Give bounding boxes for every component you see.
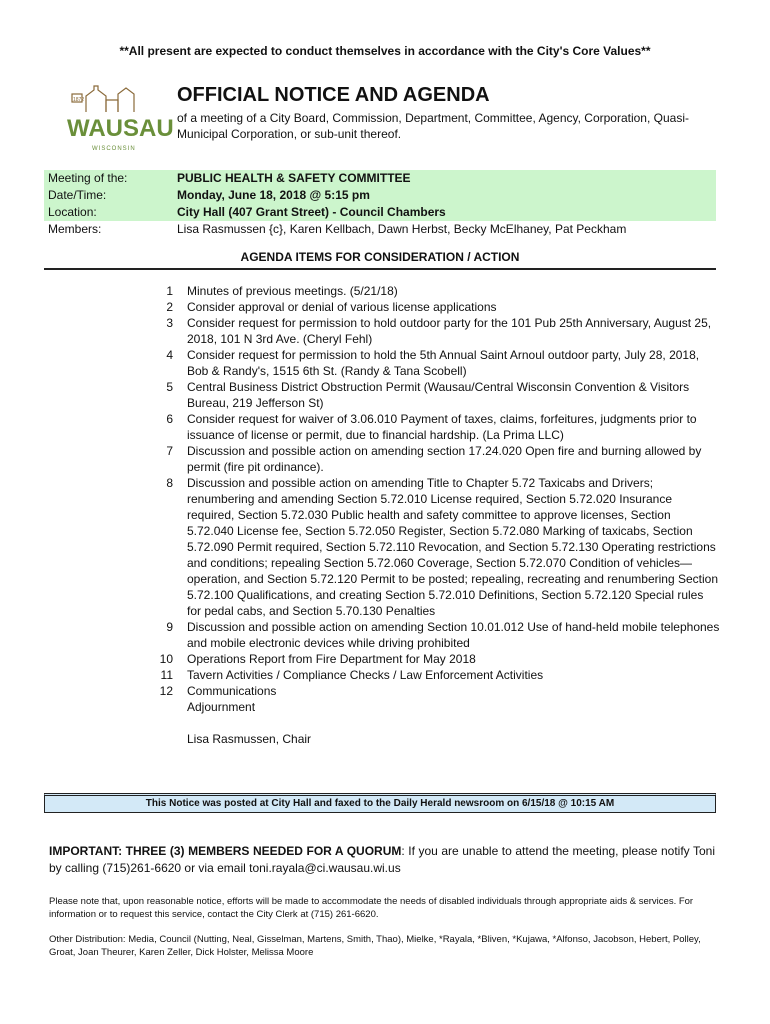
- agenda-item: [150, 619, 720, 651]
- page-subtitle: of a meeting of a City Board, Commission, Department, Committee, Agency, Corporation, Quasi-Municipal Corporation, or sub-unit thereof.: [177, 111, 689, 141]
- agenda-list: [150, 283, 720, 747]
- agenda-item-text: Tavern Activities / Compliance Checks / Law Enforcement Activities: [187, 668, 544, 682]
- agenda-item-text: Consider request for permission to hold outdoor party for the 101 Pub 25th Anniversary, August 25, 2018, 101 N 3rd Ave. (Cheryl Fehl): [187, 316, 712, 346]
- agenda-item: [150, 315, 720, 347]
- agenda-item-number: 5: [166, 380, 173, 394]
- distribution-list: Other Distribution: Media, Council (Nutting, Neal, Gisselman, Martens, Smith, Thao), Mielke, *Rayala, *Bliven, *Kujawa, *Alfonso, Jacobson, Hebert, Polley, Groat, Joan Theurer, Karen Zeller, Dick Holster, Melissa Moore: [49, 934, 701, 958]
- agenda-item-text: Minutes of previous meetings. (5/21/18): [187, 284, 398, 298]
- quorum-lead: IMPORTANT: THREE (3) MEMBERS NEEDED FOR A QUORUM: [49, 844, 402, 858]
- agenda-item: [150, 443, 720, 475]
- logo-wordmark: WAUSAU: [67, 115, 174, 142]
- datetime-label: Date/Time:: [48, 188, 107, 202]
- wausau-logo: [66, 80, 174, 160]
- agenda-item-number: 9: [166, 620, 173, 634]
- agenda-item-text: Discussion and possible action on amending Title to Chapter 5.72 Taxicabs and Drivers; renumbering and amending Section 5.72.010 License required, Section 5.72.020 Insurance required, Section 5.72.030 Public health and safety committee to approve licenses, Section 5.72.040 License fee, Section 5.72.050 Register, Section 5.72.080 Marking of taxicabs, Section 5.72.090 Permit required, Section 5.72.110 Revocation, and Section 5.72.130 Operating restrictions and conditions; repealing Section 5.72.060 Coverage, Section 5.72.070 Condition of vehicles—operation, and Section 5.72.120 Permit to be posted; repealing, recreating and renumbering Section 5.72.100 Qualifications, and creating Section 5.72.010 Definitions, Section 5.72.120 Special rules for pedal cabs, and Section 5.70.130 Penalties: [187, 476, 719, 618]
- agenda-item-number: 2: [166, 300, 173, 314]
- quorum-notice: [49, 843, 715, 877]
- agenda-item: [150, 475, 720, 619]
- agenda-item-text: Consider request for waiver of 3.06.010 Payment of taxes, claims, forfeitures, judgments prior to issuance of license or permit, due to financial hardship. (La Prima LLC): [187, 412, 697, 442]
- agenda-item: [150, 667, 720, 683]
- agenda-item-text: Consider request for permission to hold the 5th Annual Saint Arnoul outdoor party, July 28, 2018, Bob & Randy's, 1515 6th St. (Randy & Tana Scobell): [187, 348, 700, 378]
- quorum-body: : If you are unable to attend the meeting, please notify Toni by calling (715)261-6620 or via email toni.rayala@ci.wausau.wi.us: [49, 844, 715, 875]
- meeting-row-datetime: [44, 187, 716, 204]
- agenda-item-number: 11: [160, 668, 173, 682]
- meeting-row-committee: [44, 170, 716, 187]
- agenda-item: [150, 299, 720, 315]
- agenda-item-number: 1: [166, 284, 173, 298]
- agenda-item-text: Discussion and possible action on amending section 17.24.020 Open fire and burning allowed by permit (fire pit ordinance).: [187, 444, 702, 474]
- agenda-item-text: Consider approval or denial of various license applications: [187, 300, 497, 314]
- agenda-item-text: Communications: [187, 684, 277, 698]
- accessibility-notice: Please note that, upon reasonable notice, efforts will be made to accommodate the needs of disabled individuals through appropriate aids & services. For information or to request this service, contact the City Clerk at (715) 261-6620.: [49, 896, 694, 920]
- posting-notice: This Notice was posted at City Hall and faxed to the Daily Herald newsroom on 6/15/18 @ 10:15 AM: [44, 793, 716, 813]
- agenda-heading: AGENDA ITEMS FOR CONSIDERATION / ACTION: [44, 250, 716, 270]
- agenda-item-text: Operations Report from Fire Department for May 2018: [187, 652, 476, 666]
- agenda-item-number: 6: [166, 412, 173, 426]
- members-label: Members:: [48, 222, 102, 236]
- agenda-item-number: 8: [166, 476, 173, 490]
- agenda-item-number: 4: [166, 348, 173, 362]
- agenda-item: [150, 411, 720, 443]
- chair-signature: Lisa Rasmussen, Chair: [187, 732, 312, 746]
- agenda-item-number: 3: [166, 316, 173, 330]
- meeting-label: Meeting of the:: [48, 171, 128, 185]
- datetime-value: Monday, June 18, 2018 @ 5:15 pm: [177, 188, 370, 202]
- agenda-item: [150, 651, 720, 667]
- agenda-item-number: 10: [159, 652, 173, 666]
- agenda-item-text: Central Business District Obstruction Permit (Wausau/Central Wisconsin Convention & Visitors Bureau, 219 Jefferson St): [187, 380, 690, 410]
- members-value: Lisa Rasmussen {c}, Karen Kellbach, Dawn Herbst, Becky McElhaney, Pat Peckham: [177, 222, 627, 236]
- agenda-item-text: Discussion and possible action on amending Section 10.01.012 Use of hand-held mobile telephones and mobile electronic devices while driving prohibited: [187, 620, 720, 650]
- agenda-item: [150, 347, 720, 379]
- meeting-committee-value: PUBLIC HEALTH & SAFETY COMMITTEE: [177, 171, 411, 185]
- page-title: OFFICIAL NOTICE AND AGENDA: [177, 84, 490, 106]
- location-label: Location:: [48, 205, 97, 219]
- adjournment: Adjournment: [187, 700, 256, 714]
- agenda-item-number: 7: [166, 444, 173, 458]
- logo-state: WISCONSIN: [92, 146, 136, 152]
- agenda-item: [150, 379, 720, 411]
- agenda-item: [150, 283, 720, 299]
- meeting-info-table: [44, 170, 716, 238]
- core-values-banner: **All present are expected to conduct themselves in accordance with the City's Core Values**: [119, 44, 651, 58]
- agenda-item: [150, 683, 720, 699]
- location-value: City Hall (407 Grant Street) - Council Chambers: [177, 205, 446, 219]
- meeting-row-location: [44, 204, 716, 221]
- svg-text:1872: 1872: [73, 97, 85, 103]
- meeting-row-members: [44, 221, 716, 238]
- agenda-item-number: 12: [159, 684, 173, 698]
